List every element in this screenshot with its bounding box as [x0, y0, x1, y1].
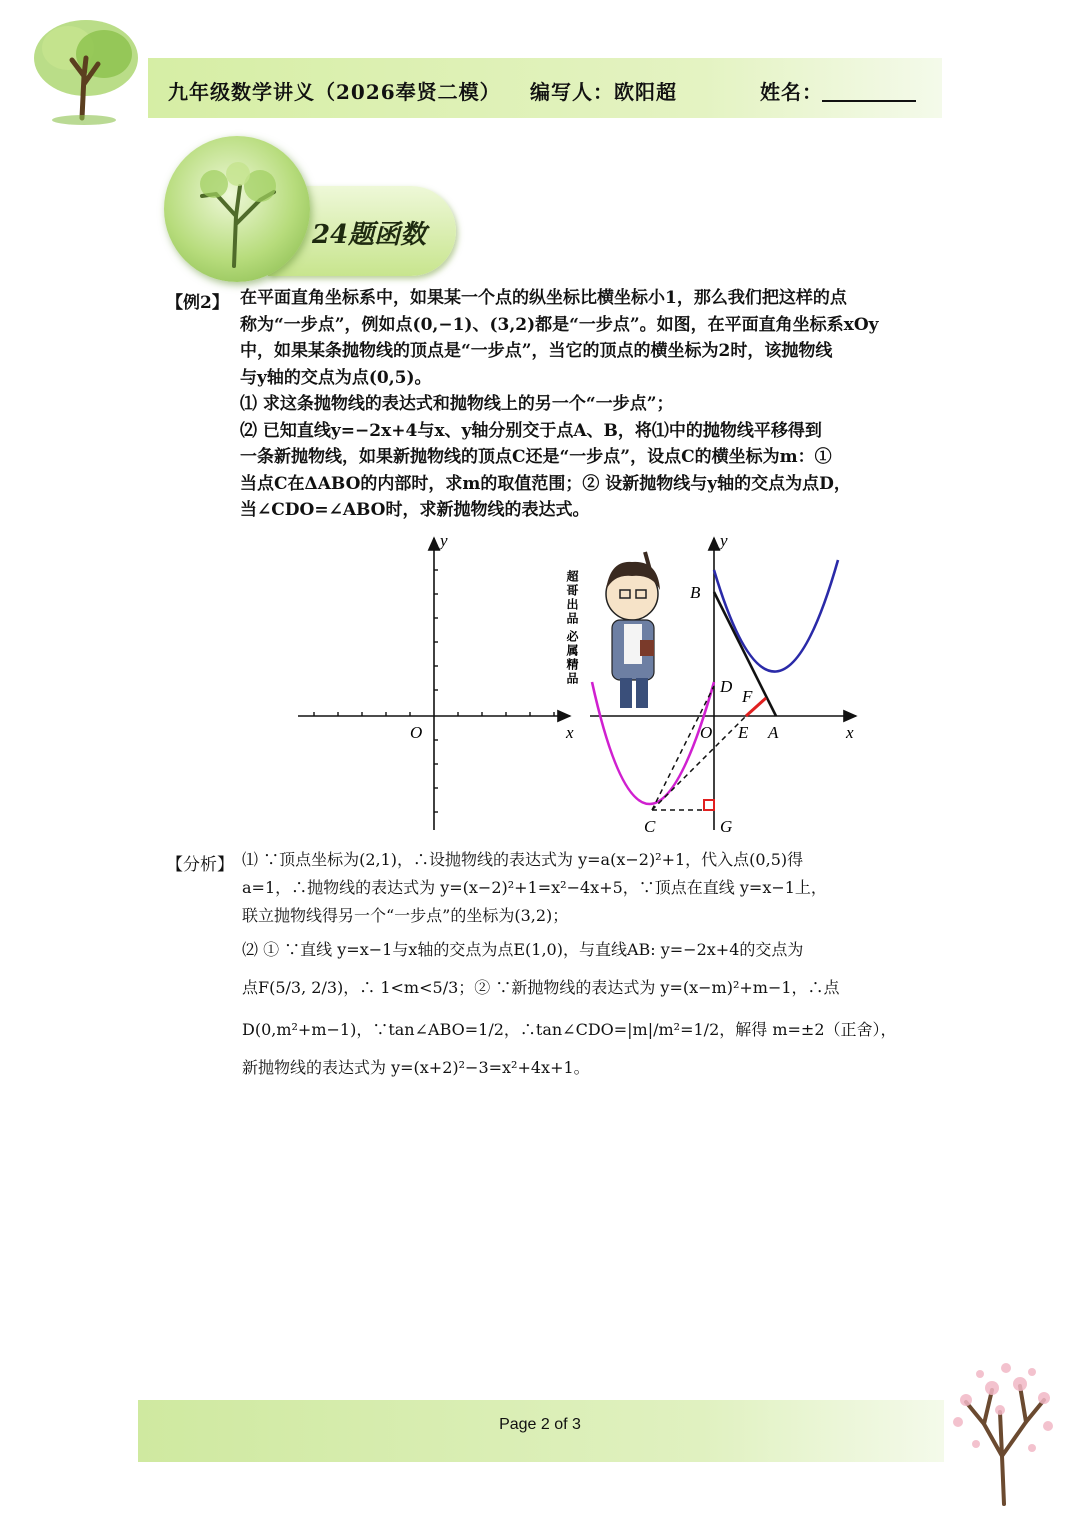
question-2-line: ⑵ 已知直线y=−2x+4与x、y轴分别交于点A、B，将⑴中的抛物线平移得到	[240, 420, 822, 441]
watermark-1: 超哥出品	[565, 570, 579, 626]
example-tag: 【例2】	[166, 293, 229, 313]
left-y-label: y	[440, 531, 448, 550]
header-title: 九年级数学讲义（2026奉贤二模）	[168, 80, 501, 104]
figure	[290, 530, 870, 840]
analysis-line: D(0,m²+m−1)，∵tan∠ABO=1/2，∴tan∠CDO=|m|/m²=1/2，解得 m=±2（正舍），	[242, 1020, 897, 1039]
section-tree-icon	[164, 136, 310, 282]
right-y-label: y	[720, 531, 728, 550]
point-a-label: A	[768, 723, 779, 742]
example-stem	[240, 285, 920, 524]
stem-line: 中，如果某条抛物线的顶点是“一步点”，当它的顶点的横坐标为2时，该抛物线	[240, 341, 833, 361]
question-2-line: 当点C在ΔABO的内部时，求m的取值范围；② 设新抛物线与y轴的交点为点D，	[240, 473, 851, 494]
header-author: 编写人：欧阳超	[530, 80, 677, 104]
analysis-body	[242, 846, 922, 1082]
stem-line: 在平面直角坐标系中，如果某一个点的纵坐标比横坐标小1，那么我们把这样的点	[240, 288, 847, 308]
analysis-tag: 【分析】	[166, 855, 234, 875]
point-g-label: G	[720, 817, 733, 836]
analysis-line: a=1，∴抛物线的表达式为 y=(x−2)²+1=x²−4x+5，∵顶点在直线 y=x−1上，	[242, 878, 827, 897]
watermark-2: 必属精品	[565, 630, 579, 686]
question-2-line: 一条新抛物线，如果新抛物线的顶点C还是“一步点”，设点C的横坐标为m：①	[240, 447, 832, 467]
section-title: 24题函数	[312, 220, 427, 250]
blossom-tree-icon	[936, 1352, 1066, 1508]
analysis-line: ⑴ ∵顶点坐标为(2,1)，∴设抛物线的表达式为 y=a(x−2)²+1，代入点(0,5)得	[242, 850, 804, 869]
question-2-line: 当∠CDO=∠ABO时，求新抛物线的表达式。	[240, 500, 590, 520]
point-e-label: E	[738, 723, 749, 742]
point-f-label: F	[742, 687, 753, 706]
right-angle-mark	[704, 800, 714, 810]
original-parabola	[714, 560, 838, 672]
point-d-label: D	[720, 677, 733, 696]
page-number: Page 2 of 3	[499, 1416, 581, 1433]
new-parabola	[592, 682, 714, 804]
right-origin-label: O	[700, 723, 713, 742]
analysis-line: ⑵ ① ∵直线 y=x−1与x轴的交点为点E(1,0)，与直线AB: y=−2x+4的交点为	[242, 940, 804, 959]
cartoon-mascot-icon	[606, 552, 660, 708]
right-x-label: x	[846, 723, 854, 742]
name-blank-line	[822, 100, 916, 102]
point-c-label: C	[644, 817, 656, 836]
dashed-cd	[652, 686, 714, 810]
left-x-label: x	[566, 723, 574, 742]
stem-line: 与y轴的交点为点(0,5)。	[240, 367, 432, 388]
analysis-line: 新抛物线的表达式为 y=(x+2)²−3=x²+4x+1。	[242, 1058, 590, 1077]
left-origin-label: O	[410, 723, 423, 742]
point-b-label: B	[690, 583, 701, 602]
analysis-line: 联立抛物线得另一个“一步点”的坐标为(3,2)；	[242, 906, 569, 925]
tree-decoration-icon	[24, 14, 146, 126]
question-1: ⑴ 求这条抛物线的表达式和抛物线上的另一个“一步点”；	[240, 394, 674, 414]
analysis-line: 点F(5/3, 2/3)，∴ 1<m<5/3；② ∵新抛物线的表达式为 y=(x−m)²+m−1，∴点	[242, 978, 840, 997]
stem-line: 称为“一步点”，例如点(0,−1)、(3,2)都是“一步点”。如图，在平面直角坐标系xOy	[240, 314, 879, 335]
header-name-label: 姓名：	[760, 80, 823, 104]
